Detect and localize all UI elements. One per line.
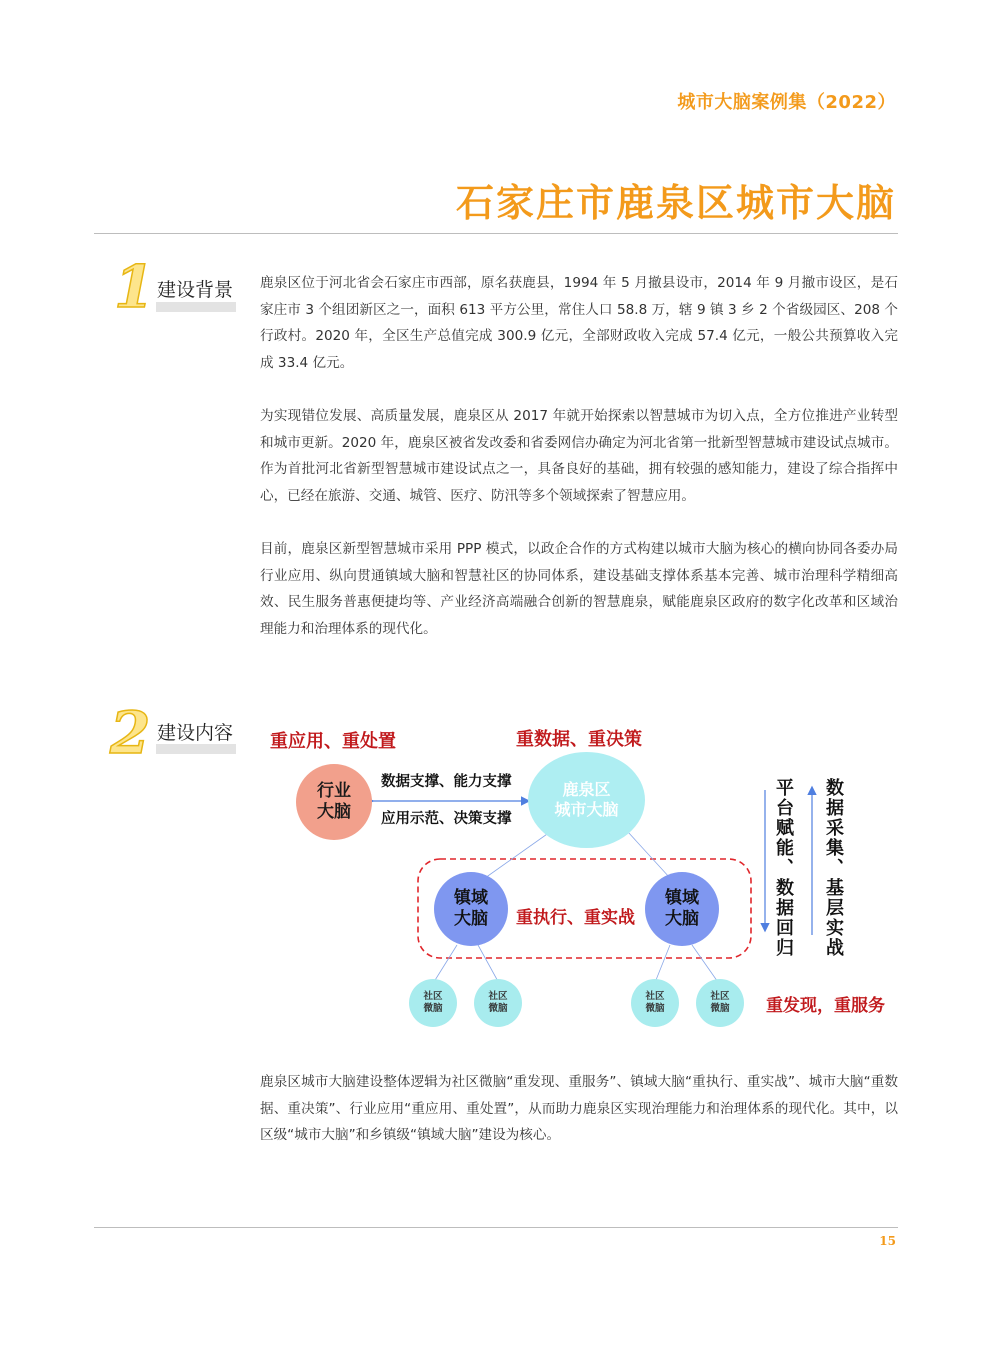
section-number-2: 2	[110, 699, 151, 767]
series-title: 城市大脑案例集（2022）	[677, 92, 896, 113]
community-brain-node: 社区 微脑	[409, 979, 457, 1027]
vertical-label-up: 数据采集、基层实战	[823, 778, 844, 958]
paragraph: 鹿泉区城市大脑建设整体逻辑为社区微脑“重发现、重服务”、镇域大脑“重执行、重实战”、城市大脑“重数据、重决策”、行业应用“重应用、重处置”，从而助力鹿泉区实现治理能力和治理体系的现代化。其中，以区级“城市大脑”和乡镇级“镇域大脑”建设为核心。	[260, 1074, 898, 1143]
town-focus-label: 重执行、重实战	[516, 908, 635, 928]
industry-brain-node: 行业 大脑	[296, 764, 372, 840]
page-title: 石家庄市鹿泉区城市大脑	[455, 181, 896, 225]
community-brain-node: 社区 微脑	[631, 979, 679, 1027]
section-label-background: 建设背景	[157, 279, 234, 301]
arrow-label-top: 数据支撑、能力支撑	[381, 774, 512, 790]
town-brain-node-right: 镇域 大脑	[645, 872, 719, 946]
section-label-content: 建设内容	[157, 722, 234, 744]
paragraph: 目前，鹿泉区新型智慧城市采用 PPP 模式，以政企合作的方式构建以城市大脑为核心的横向协同各委办局行业应用、纵向贯通镇域大脑和智慧社区的协同体系，建设基础支撑体系基本完善、城市治理科学精细高效、民生服务普惠便捷均等、产业经济高端融合创新的智慧鹿泉，赋能鹿泉区政府的数字化改革和区域治理能力和治理体系的现代化。	[260, 541, 898, 637]
city-focus-label: 重数据、重决策	[516, 729, 642, 750]
content-text	[260, 1069, 898, 1149]
community-brain-node: 社区 微脑	[474, 979, 522, 1027]
arrow-label-bottom: 应用示范、决策支撑	[381, 811, 512, 827]
community-brain-node: 社区 微脑	[696, 979, 744, 1027]
vertical-label-down: 平台赋能、数据回归	[773, 778, 794, 958]
page-number: 15	[879, 1234, 896, 1248]
town-brain-node-left: 镇域 大脑	[434, 872, 508, 946]
city-brain-node: 鹿泉区 城市大脑	[528, 752, 645, 848]
paragraph: 鹿泉区位于河北省会石家庄市西部，原名获鹿县，1994 年 5 月撤县设市，2014 年 9 月撤市设区，是石家庄市 3 个组团新区之一，面积 613 平方公里，常住人口 58.8 万，辖 9 镇 3 乡 2 个省级园区、208 个行政村。2020 年，全区生产总值完成 300.9 亿元，全部财政收入完成 57.4 亿元，一般公共预算收入完成 33.4 亿元。	[260, 275, 898, 371]
paragraph: 为实现错位发展、高质量发展，鹿泉区从 2017 年就开始探索以智慧城市为切入点，全方位推进产业转型和城市更新。2020 年，鹿泉区被省发改委和省委网信办确定为河北省第一批新型智慧城市建设试点城市。作为首批河北省新型智慧城市建设试点之一，具备良好的基础，拥有较强的感知能力，建设了综合指挥中心，已经在旅游、交通、城管、医疗、防汛等多个领域探索了智慧应用。	[260, 408, 898, 504]
community-focus-label: 重发现，重服务	[766, 996, 885, 1016]
section-number-1: 1	[114, 253, 155, 321]
footer-divider	[94, 1227, 898, 1228]
connector-line	[485, 832, 550, 878]
industry-focus-label: 重应用、重处置	[270, 731, 396, 752]
connector-line	[628, 832, 670, 878]
